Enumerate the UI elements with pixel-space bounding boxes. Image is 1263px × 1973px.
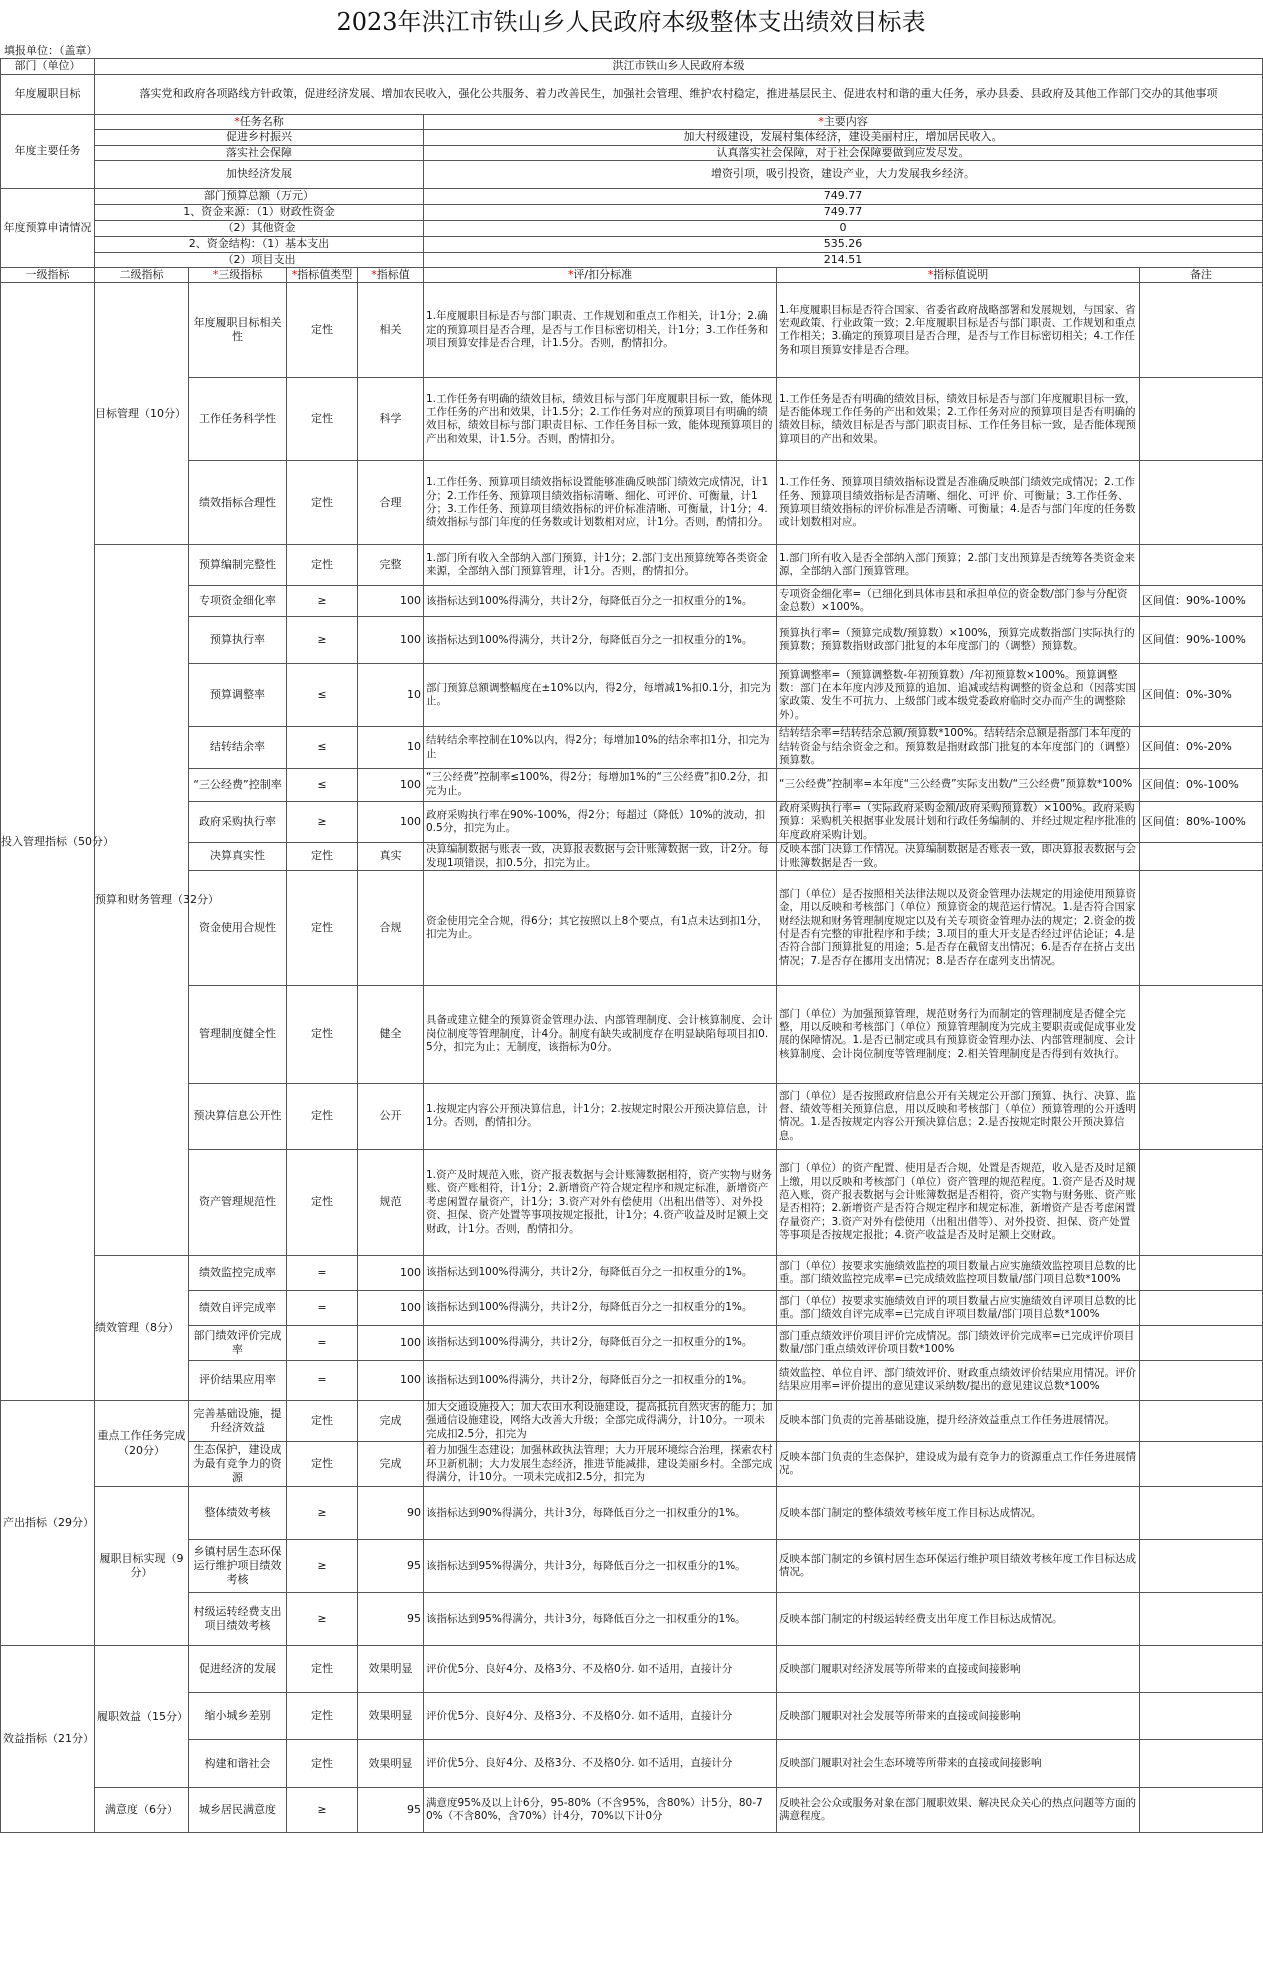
scoring-criteria: 该指标达到90%得满分，共计3分，每降低百分之一扣权重分的1%。 bbox=[424, 1487, 777, 1540]
indicator-note: 区间值：0%-20% bbox=[1140, 727, 1263, 768]
scoring-criteria: 决算编制数据与账表一致，决算报表数据与会计账簿数据一致，计2分。每发现1项错误，扣0.5分，扣完为止。 bbox=[424, 843, 777, 871]
scoring-criteria: 部门预算总额调整幅度在±10%以内，得2分，每增减1%扣0.1分，扣完为止。 bbox=[424, 664, 777, 727]
indicator-type: 定性 bbox=[287, 1400, 358, 1441]
task-content: 加大村级建设，发展村集体经济，建设美丽村庄，增加居民收入。 bbox=[424, 130, 1263, 145]
indicator-name: 工作任务科学性 bbox=[189, 378, 287, 461]
indicator-name: 资金使用合规性 bbox=[189, 870, 287, 985]
scoring-criteria: 该指标达到100%得满分，共计2分，每降低百分之一扣权重分的1%。 bbox=[424, 586, 777, 617]
header-level2: 二级指标 bbox=[95, 268, 189, 283]
indicator-group-g2a: 重点工作任务完成（20分） bbox=[95, 1400, 189, 1486]
indicator-note bbox=[1140, 1325, 1263, 1360]
indicator-note bbox=[1140, 1540, 1263, 1593]
indicator-description: 反映社会公众或服务对象在部门履职效果、解决民众关心的热点问题等方面的满意程度。 bbox=[777, 1788, 1140, 1833]
indicator-description: 反映本部门制定的整体绩效考核年度工作目标达成情况。 bbox=[777, 1487, 1140, 1540]
indicator-note bbox=[1140, 1646, 1263, 1693]
table-row bbox=[1, 283, 1263, 378]
indicator-type: = bbox=[287, 1255, 358, 1290]
header-value: *指标值 bbox=[358, 268, 424, 283]
dept-label: 部门（单位） bbox=[1, 59, 95, 75]
indicator-type: 定性 bbox=[287, 378, 358, 461]
indicator-group-g2b: 履职目标实现（9分） bbox=[95, 1487, 189, 1646]
indicator-name: 促进经济的发展 bbox=[189, 1646, 287, 1693]
scoring-criteria: 评价优5分、良好4分、及格3分、不及格0分. 如不适用，直接计分 bbox=[424, 1646, 777, 1693]
task-content: 增资引项，吸引投资，建设产业，大力发展我乡经济。 bbox=[424, 160, 1263, 188]
indicator-group-g2: 产出指标（29分） bbox=[1, 1400, 95, 1645]
header-criteria: *评/扣分标准 bbox=[424, 268, 777, 283]
indicator-description: 反映部门履职对社会生态环境等所带来的直接或间接影响 bbox=[777, 1740, 1140, 1788]
page-title: 2023年洪江市铁山乡人民政府本级整体支出绩效目标表 bbox=[336, 8, 926, 36]
indicator-note: 区间值：90%-100% bbox=[1140, 586, 1263, 617]
indicator-description: 部门（单位）按要求实施绩效监控的项目数量占应实施绩效监控项目总数的比重。部门绩效监控完成率=已完成绩效监控项目数量/部门项目总数*100% bbox=[777, 1255, 1140, 1290]
header-level1: 一级指标 bbox=[1, 268, 95, 283]
budget-item-name: （2）项目支出 bbox=[95, 252, 424, 267]
indicator-description: 部门（单位）的资产配置、使用是否合规，处置是否规范，收入是否及时足额上缴，用以反映和考核部门（单位）资产管理的规范程度。1.资产是否及时规范入账，资产报表数据与会计账簿数据是否相符，资产实物与财务账、资产账是否相符；2.新增资产是否符合规定程序和规定标准，新增资产是否考虑闲置存量资产；3.资产对外有偿使用（出租出借等）、对外投资、担保、资产处置等事项是否按规定报批；4.资产收益是否及时足额上交财政。 bbox=[777, 1149, 1140, 1255]
scoring-criteria: 资金使用完全合规，得6分；其它按照以上8个要点，有1点未达到扣1分，扣完为止。 bbox=[424, 870, 777, 985]
budget-item-name: 2、资金结构：（1）基本支出 bbox=[95, 236, 424, 252]
indicator-value: 100 bbox=[358, 1290, 424, 1325]
indicator-type: = bbox=[287, 1290, 358, 1325]
indicator-description: 反映本部门制定的村级运转经费支出年度工作目标达成情况。 bbox=[777, 1593, 1140, 1646]
scoring-criteria: 1.工作任务有明确的绩效目标，绩效目标与部门年度履职目标一致，能体现工作任务的产出和效果，计1.5分；2.工作任务对应的预算项目有明确的绩效目标，绩效目标与部门职责目标、工作任务目标一致，能体现预算项目的产出和效果，计1.5分。否则，酌情扣分。 bbox=[424, 378, 777, 461]
budget-item-value: 535.26 bbox=[424, 236, 1263, 252]
indicator-type: ≥ bbox=[287, 1540, 358, 1593]
indicator-group-g3b: 满意度（6分） bbox=[95, 1788, 189, 1833]
indicator-description: 反映本部门决算工作情况。决算编制数据是否账表一致，即决算报表数据与会计账簿数据是否一致。 bbox=[777, 843, 1140, 871]
indicator-name: 乡镇村居生态环保运行维护项目绩效考核 bbox=[189, 1540, 287, 1593]
indicator-note bbox=[1140, 1149, 1263, 1255]
indicator-type: 定性 bbox=[287, 1083, 358, 1149]
indicator-description: 反映本部门负责的生态保护，建设成为最有竞争力的资源重点工作任务进展情况。 bbox=[777, 1442, 1140, 1487]
indicator-description: 反映本部门制定的乡镇村居生态环保运行维护项目绩效考核年度工作目标达成情况。 bbox=[777, 1540, 1140, 1593]
indicator-value: 合理 bbox=[358, 461, 424, 545]
indicator-type: 定性 bbox=[287, 461, 358, 545]
table-row bbox=[1, 1149, 1263, 1255]
tasks-label: 年度主要任务 bbox=[1, 115, 95, 189]
indicator-value: 95 bbox=[358, 1540, 424, 1593]
indicator-name: 预算调整率 bbox=[189, 664, 287, 727]
header-value-type: *指标值类型 bbox=[287, 268, 358, 283]
task-name: 促进乡村振兴 bbox=[95, 130, 424, 145]
indicator-value: 合规 bbox=[358, 870, 424, 985]
indicator-description: 预算执行率=（预算完成数/预算数）×100%，预算完成数指部门实际执行的预算数；预算数指财政部门批复的本年度部门的（调整）预算数。 bbox=[777, 617, 1140, 664]
table-row bbox=[1, 801, 1263, 842]
indicator-value: 10 bbox=[358, 727, 424, 768]
indicator-name: 结转结余率 bbox=[189, 727, 287, 768]
indicator-value: 效果明显 bbox=[358, 1646, 424, 1693]
scoring-criteria: 该指标达到100%得满分，共计2分，每降低百分之一扣权重分的1%。 bbox=[424, 1290, 777, 1325]
indicator-note bbox=[1140, 870, 1263, 985]
budget-item-name: （2）其他资金 bbox=[95, 220, 424, 236]
table-row bbox=[1, 768, 1263, 801]
indicator-note bbox=[1140, 1255, 1263, 1290]
indicator-description: 专项资金细化率=（已细化到具体市县和承担单位的资金数/部门参与分配资金总数）×100%。 bbox=[777, 586, 1140, 617]
table-row bbox=[1, 1325, 1263, 1360]
scoring-criteria: 1.按规定内容公开预决算信息，计1分；2.按规定时限公开预决算信息，计1分。否则，酌情扣分。 bbox=[424, 1083, 777, 1149]
scoring-criteria: 评价优5分、良好4分、及格3分、不及格0分. 如不适用，直接计分 bbox=[424, 1693, 777, 1740]
indicator-name: 绩效自评完成率 bbox=[189, 1290, 287, 1325]
indicator-note: 区间值：90%-100% bbox=[1140, 617, 1263, 664]
indicator-type: 定性 bbox=[287, 1646, 358, 1693]
indicator-name: 预算编制完整性 bbox=[189, 545, 287, 586]
indicator-group-g3a: 履职效益（15分） bbox=[95, 1646, 189, 1788]
indicator-value: 100 bbox=[358, 1360, 424, 1400]
table-row bbox=[1, 1083, 1263, 1149]
table-row bbox=[1, 461, 1263, 545]
indicator-type: 定性 bbox=[287, 1149, 358, 1255]
indicator-value: 100 bbox=[358, 586, 424, 617]
indicator-value: 100 bbox=[358, 1255, 424, 1290]
indicator-note bbox=[1140, 1083, 1263, 1149]
indicator-name: 专项资金细化率 bbox=[189, 586, 287, 617]
indicator-note: 区间值：80%-100% bbox=[1140, 801, 1263, 842]
indicator-name: 整体绩效考核 bbox=[189, 1487, 287, 1540]
indicator-group-g3: 效益指标（21分） bbox=[1, 1646, 95, 1833]
indicator-value: 完整 bbox=[358, 545, 424, 586]
indicator-type: ≥ bbox=[287, 801, 358, 842]
indicator-description: 政府采购执行率=（实际政府采购金额/政府采购预算数）×100%。政府采购预算：采购机关根据事业发展计划和行政任务编制的、并经过规定程序批准的年度政府采购计划。 bbox=[777, 801, 1140, 842]
header-note: 备注 bbox=[1140, 268, 1263, 283]
indicator-description: 部门（单位）为加强预算管理，规范财务行为而制定的管理制度是否健全完整，用以反映和考核部门（单位）预算管理制度为完成主要职责或促成事业发展的保障情况。1.是否已制定或具有预算资金管理办法、内部管理制度、会计核算制度、会计岗位制度等管理制度；2.相关管理制度是否得到有效执行。 bbox=[777, 985, 1140, 1083]
task-content-header: *主要内容 bbox=[424, 115, 1263, 130]
scoring-criteria: 该指标达到100%得满分，共计2分，每降低百分之一扣权重分的1%。 bbox=[424, 1255, 777, 1290]
indicator-group-g1a: 目标管理（10分） bbox=[95, 283, 189, 545]
indicator-note bbox=[1140, 1360, 1263, 1400]
indicator-name: 村级运转经费支出项目绩效考核 bbox=[189, 1593, 287, 1646]
indicator-note bbox=[1140, 283, 1263, 378]
indicator-note bbox=[1140, 1290, 1263, 1325]
indicator-note bbox=[1140, 1442, 1263, 1487]
indicator-value: 100 bbox=[358, 801, 424, 842]
indicator-value: 科学 bbox=[358, 378, 424, 461]
indicator-type: = bbox=[287, 1360, 358, 1400]
indicator-type: ≥ bbox=[287, 617, 358, 664]
indicator-description: 1.年度履职目标是否符合国家、省委省政府战略部署和发展规划，与国家、省宏观政策、行业政策一致；2.年度履职目标是否与部门职责、工作规划和重点工作相关；3.确定的预算项目是否合理，是否与工作目标密切相关；4.工作任务和项目预算安排是否合理。 bbox=[777, 283, 1140, 378]
indicator-type: ≥ bbox=[287, 586, 358, 617]
indicator-type: ≤ bbox=[287, 664, 358, 727]
header-description: *指标值说明 bbox=[777, 268, 1140, 283]
indicator-name: 绩效指标合理性 bbox=[189, 461, 287, 545]
indicator-name: 资产管理规范性 bbox=[189, 1149, 287, 1255]
table-row bbox=[1, 870, 1263, 985]
indicator-description: 反映部门履职对经济发展等所带来的直接或间接影响 bbox=[777, 1646, 1140, 1693]
indicator-description: 结转结余率=结转结余总额/预算数*100%。结转结余总额是指部门本年度的结转资金与结余资金之和。预算数是指财政部门批复的本年度部门的（调整）预算数。 bbox=[777, 727, 1140, 768]
scoring-criteria: 该指标达到95%得满分，共计3分，每降低百分之一扣权重分的1%。 bbox=[424, 1540, 777, 1593]
scoring-criteria: 该指标达到100%得满分，共计2分，每降低百分之一扣权重分的1%。 bbox=[424, 617, 777, 664]
table-row bbox=[1, 1646, 1263, 1693]
indicator-description: 反映部门履职对社会发展等所带来的直接或间接影响 bbox=[777, 1693, 1140, 1740]
table-row bbox=[1, 545, 1263, 586]
indicator-name: “三公经费”控制率 bbox=[189, 768, 287, 801]
budget-item-value: 749.77 bbox=[424, 188, 1263, 204]
indicator-note: 区间值：0%-100% bbox=[1140, 768, 1263, 801]
indicator-description: 部门重点绩效评价项目评价完成情况。部门绩效评价完成率=已完成评价项目数量/部门重点绩效评价项目数*100% bbox=[777, 1325, 1140, 1360]
scoring-criteria: 着力加强生态建设；加强林政执法管理；大力开展环境综合治理，探索农村环卫新机制；大力发展生态经济，推进节能减排，建设美丽乡村。全部完成得满分，计10分。一项未完成扣2.5分，扣完为 bbox=[424, 1442, 777, 1487]
indicator-note bbox=[1140, 1740, 1263, 1788]
indicator-description: 绩效监控、单位自评、部门绩效评价、财政重点绩效评价结果应用情况。评价结果应用率=评价提出的意见建议采纳数/提出的意见建议总数*100% bbox=[777, 1360, 1140, 1400]
indicator-value: 10 bbox=[358, 664, 424, 727]
indicator-description: 预算调整率=（预算调整数-年初预算数）/年初预算数×100%。预算调整数：部门在本年度内涉及预算的追加、追减或结构调整的资金总和（因落实国家政策、发生不可抗力、上级部门或本级党委政府临时交办而产生的调整除外）。 bbox=[777, 664, 1140, 727]
budget-item-name: 部门预算总额（万元） bbox=[95, 188, 424, 204]
indicator-name: 预算执行率 bbox=[189, 617, 287, 664]
scoring-criteria: 结转结余率控制在10%以内，得2分；每增加10%的结余率扣1分，扣完为止 bbox=[424, 727, 777, 768]
indicator-note bbox=[1140, 985, 1263, 1083]
scoring-criteria: 该指标达到100%得满分，共计2分，每降低百分之一扣权重分的1%。 bbox=[424, 1360, 777, 1400]
indicator-name: 决算真实性 bbox=[189, 843, 287, 871]
indicator-description: 部门（单位）是否按照政府信息公开有关规定公开部门预算、执行、决算、监督、绩效等相关预算信息，用以反映和考核部门（单位）预算管理的公开透明情况。1.是否按规定内容公开预决算信息；2.是否按规定时限公开预决算信息。 bbox=[777, 1083, 1140, 1149]
indicator-value: 95 bbox=[358, 1593, 424, 1646]
budget-item-value: 214.51 bbox=[424, 252, 1263, 267]
indicator-name: 政府采购执行率 bbox=[189, 801, 287, 842]
indicator-type: = bbox=[287, 1325, 358, 1360]
indicator-name: 缩小城乡差别 bbox=[189, 1693, 287, 1740]
indicator-name: 部门绩效评价完成率 bbox=[189, 1325, 287, 1360]
scoring-criteria: 1.资产及时规范入账，资产报表数据与会计账簿数据相符，资产实物与财务账、资产账相符，计1分；2.新增资产符合规定程序和规定标准，新增资产考虑闲置存量资产，计1分；3.资产对外有偿使用（出租出借等）、对外投资、担保、资产处置等事项按规定报批，计1分；4.资产收益及时足额上交财政，计1分。否则，酌情扣分。 bbox=[424, 1149, 777, 1255]
indicator-type: ≤ bbox=[287, 768, 358, 801]
table-row bbox=[1, 1540, 1263, 1593]
indicator-value: 效果明显 bbox=[358, 1693, 424, 1740]
performance-table bbox=[0, 58, 1263, 1833]
indicator-note bbox=[1140, 1400, 1263, 1441]
indicator-note bbox=[1140, 843, 1263, 871]
duty-value: 落实党和政府各项路线方针政策，促进经济发展、增加农民收入，强化公共服务、着力改善民生，加强社会管理、维护农村稳定，推进基层民主、促进农村和谐的重大任务，承办县委、县政府及其他工作部门交办的其他事项 bbox=[95, 75, 1263, 115]
header-level3: *三级指标 bbox=[189, 268, 287, 283]
indicator-value: 完成 bbox=[358, 1400, 424, 1441]
table-row bbox=[1, 1487, 1263, 1540]
budget-label: 年度预算申请情况 bbox=[1, 188, 95, 267]
table-row bbox=[1, 664, 1263, 727]
indicator-value: 相关 bbox=[358, 283, 424, 378]
indicator-description: “三公经费”控制率=本年度“三公经费”实际支出数/“三公经费”预算数*100% bbox=[777, 768, 1140, 801]
indicator-name: 城乡居民满意度 bbox=[189, 1788, 287, 1833]
table-row bbox=[1, 985, 1263, 1083]
indicator-note: 区间值：0%-30% bbox=[1140, 664, 1263, 727]
scoring-criteria: 1.工作任务、预算项目绩效指标设置能够准确反映部门绩效完成情况，计1分；2.工作任务、预算项目绩效指标清晰、细化、可评价、可衡量，计1分；3.工作任务、预算项目绩效指标的评价标准清晰、可衡量，计1分；4.绩效指标与部门年度的任务数或计划数相对应，计1分。否则，酌情扣分。 bbox=[424, 461, 777, 545]
task-content: 认真落实社会保障，对于社会保障要做到应发尽发。 bbox=[424, 145, 1263, 160]
table-row bbox=[1, 1442, 1263, 1487]
scoring-criteria: 该指标达到100%得满分，共计2分，每降低百分之一扣权重分的1%。 bbox=[424, 1325, 777, 1360]
task-name: 加快经济发展 bbox=[95, 160, 424, 188]
indicator-name: 管理制度健全性 bbox=[189, 985, 287, 1083]
indicator-type: 定性 bbox=[287, 870, 358, 985]
indicator-type: ≥ bbox=[287, 1788, 358, 1833]
indicator-name: 构建和谐社会 bbox=[189, 1740, 287, 1788]
indicator-value: 效果明显 bbox=[358, 1740, 424, 1788]
table-row bbox=[1, 1593, 1263, 1646]
indicator-value: 95 bbox=[358, 1788, 424, 1833]
indicator-name: 绩效监控完成率 bbox=[189, 1255, 287, 1290]
task-name: 落实社会保障 bbox=[95, 145, 424, 160]
indicator-type: ≥ bbox=[287, 1487, 358, 1540]
dept-value: 洪江市铁山乡人民政府本级 bbox=[95, 59, 1263, 75]
filing-unit: 填报单位：（盖章） bbox=[4, 44, 98, 57]
table-row bbox=[1, 378, 1263, 461]
indicator-note bbox=[1140, 1593, 1263, 1646]
indicator-note bbox=[1140, 1693, 1263, 1740]
indicator-value: 公开 bbox=[358, 1083, 424, 1149]
scoring-criteria: 1.部门所有收入全部纳入部门预算，计1分；2.部门支出预算统筹各类资金来源，全部纳入部门预算管理，计1分。否则，酌情扣分。 bbox=[424, 545, 777, 586]
table-row bbox=[1, 586, 1263, 617]
indicator-type: 定性 bbox=[287, 1740, 358, 1788]
indicator-value: 真实 bbox=[358, 843, 424, 871]
indicator-description: 部门（单位）按要求实施绩效自评的项目数量占应实施绩效自评项目总数的比重。部门绩效自评完成率=已完成自评项目数量/部门项目总数*100% bbox=[777, 1290, 1140, 1325]
scoring-criteria: 1.年度履职目标是否与部门职责、工作规划和重点工作相关，计1分；2.确定的预算项目是否合理，是否与工作目标密切相关，计1分；3.工作任务和项目预算安排是否合理，计1.5分。否则，酌情扣分。 bbox=[424, 283, 777, 378]
indicator-note bbox=[1140, 1788, 1263, 1833]
indicator-description: 1.工作任务是否有明确的绩效目标，绩效目标是否与部门年度履职目标一致，是否能体现工作任务的产出和效果；2.工作任务对应的预算项目是否有明确的绩效目标，绩效目标是否与部门职责目标、工作任务目标一致，是否能体现预算项目的产出和效果。 bbox=[777, 378, 1140, 461]
indicator-note bbox=[1140, 461, 1263, 545]
table-row bbox=[1, 1740, 1263, 1788]
table-row bbox=[1, 1400, 1263, 1441]
budget-item-name: 1、资金来源：（1）财政性资金 bbox=[95, 204, 424, 220]
indicator-value: 100 bbox=[358, 1325, 424, 1360]
scoring-criteria: 评价优5分、良好4分、及格3分、不及格0分. 如不适用，直接计分 bbox=[424, 1740, 777, 1788]
budget-item-value: 0 bbox=[424, 220, 1263, 236]
scoring-criteria: 政府采购执行率在90%-100%，得2分；每超过（降低）10%的波动，扣0.5分，扣完为止。 bbox=[424, 801, 777, 842]
table-row bbox=[1, 1360, 1263, 1400]
scoring-criteria: 该指标达到95%得满分，共计3分，每降低百分之一扣权重分的1%。 bbox=[424, 1593, 777, 1646]
table-row bbox=[1, 843, 1263, 871]
indicator-name: 预决算信息公开性 bbox=[189, 1083, 287, 1149]
table-row bbox=[1, 1255, 1263, 1290]
indicator-type: 定性 bbox=[287, 985, 358, 1083]
scoring-criteria: 加大交通设施投入；加大农田水利设施建设，提高抵抗自然灾害的能力；加强通信设施建设，网络大改善大升级；全部完成得满分，计10分。一项未完成扣2.5分，扣完为 bbox=[424, 1400, 777, 1441]
indicator-note bbox=[1140, 1487, 1263, 1540]
scoring-criteria: “三公经费”控制率≤100%，得2分；每增加1%的“三公经费”扣0.2分，扣完为止。 bbox=[424, 768, 777, 801]
table-row bbox=[1, 1693, 1263, 1740]
indicator-name: 评价结果应用率 bbox=[189, 1360, 287, 1400]
indicator-description: 部门（单位）是否按照相关法律法规以及资金管理办法规定的用途使用预算资金，用以反映和考核部门（单位）预算资金的规范运行情况。1.是否符合国家财经法规和财务管理制度规定以及有关专项资金管理办法的规定；2.资金的拨付是否有完整的审批程序和手续；3.项目的重大开支是否经过评估论证；4.是否符合部门预算批复的用途；5.是否存在截留支出情况；6.是否存在挤占支出情况；7.是否存在挪用支出情况；8.是否存在虚列支出情况。 bbox=[777, 870, 1140, 985]
table-row bbox=[1, 1290, 1263, 1325]
indicator-type: ≥ bbox=[287, 1593, 358, 1646]
scoring-criteria: 满意度95%及以上计6分，95-80%（不含95%，含80%）计5分，80-70%（不含80%，含70%）计4分，70%以下计0分 bbox=[424, 1788, 777, 1833]
indicator-type: 定性 bbox=[287, 545, 358, 586]
indicator-value: 完成 bbox=[358, 1442, 424, 1487]
indicator-description: 1.部门所有收入是否全部纳入部门预算；2.部门支出预算是否统筹各类资金来源，全部纳入部门预算管理。 bbox=[777, 545, 1140, 586]
indicator-description: 反映本部门负责的完善基础设施，提升经济效益重点工作任务进展情况。 bbox=[777, 1400, 1140, 1441]
indicator-group-g1: 投入管理指标（50分） bbox=[1, 283, 95, 1401]
budget-item-value: 749.77 bbox=[424, 204, 1263, 220]
scoring-criteria: 具备或建立健全的预算资金管理办法、内部管理制度、会计核算制度、会计岗位制度等管理制度，计4分。制度有缺失或制度存在明显缺陷每项目扣0.5分，扣完为止；无制度，该指标为0分。 bbox=[424, 985, 777, 1083]
table-row bbox=[1, 727, 1263, 768]
indicator-value: 健全 bbox=[358, 985, 424, 1083]
task-name-header: *任务名称 bbox=[95, 115, 424, 130]
indicator-value: 100 bbox=[358, 768, 424, 801]
indicator-name: 生态保护，建设成为最有竞争力的资源 bbox=[189, 1442, 287, 1487]
indicator-type: ≤ bbox=[287, 727, 358, 768]
indicator-value: 100 bbox=[358, 617, 424, 664]
indicator-name: 完善基础设施，提升经济效益 bbox=[189, 1400, 287, 1441]
duty-label: 年度履职目标 bbox=[1, 75, 95, 115]
indicator-type: 定性 bbox=[287, 1442, 358, 1487]
indicator-type: 定性 bbox=[287, 1693, 358, 1740]
indicator-note bbox=[1140, 378, 1263, 461]
indicator-description: 1.工作任务、预算项目绩效指标设置是否准确反映部门绩效完成情况；2.工作任务、预算项目绩效指标是否清晰、细化、可评 价、可衡量；3.工作任务、预算项目绩效指标的评价标准是否清晰、可衡量；4.是否与部门年度的任务数或计划数相对应。 bbox=[777, 461, 1140, 545]
indicator-group-g1b: 预算和财务管理（32分） bbox=[95, 545, 189, 1256]
indicator-type: 定性 bbox=[287, 843, 358, 871]
indicator-group-g1c: 绩效管理（8分） bbox=[95, 1255, 189, 1400]
indicator-value: 90 bbox=[358, 1487, 424, 1540]
table-row bbox=[1, 1788, 1263, 1833]
indicator-value: 规范 bbox=[358, 1149, 424, 1255]
indicator-note bbox=[1140, 545, 1263, 586]
indicator-name: 年度履职目标相关性 bbox=[189, 283, 287, 378]
indicator-type: 定性 bbox=[287, 283, 358, 378]
table-row bbox=[1, 617, 1263, 664]
